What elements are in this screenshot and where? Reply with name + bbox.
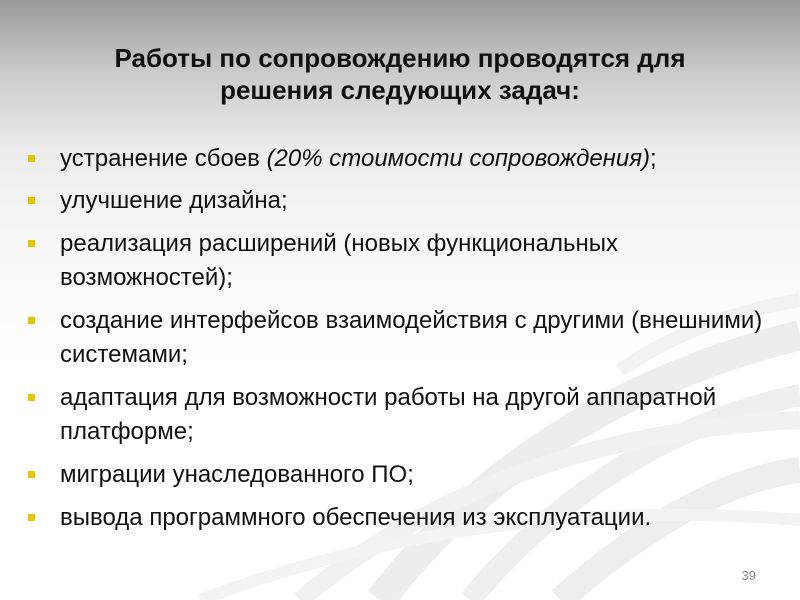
slide-title-line-1: Работы по сопровождению проводятся для xyxy=(114,43,686,73)
bullet-item xyxy=(26,184,766,218)
slide-title-line-2: решения следующих задач: xyxy=(220,75,580,105)
bullet-text: улучшение дизайна; xyxy=(60,187,288,214)
square-bullet-icon xyxy=(28,514,35,521)
bullet-item xyxy=(26,142,766,176)
bullet-text: адаптация для возможности работы на другой аппаратной платформе; xyxy=(60,384,717,445)
square-bullet-icon xyxy=(28,240,35,247)
bullet-text: устранение сбоев xyxy=(60,145,267,172)
bullet-item xyxy=(26,227,766,295)
bullet-text-tail: ; xyxy=(650,145,657,172)
slide-number: 39 xyxy=(741,568,756,583)
bullet-item xyxy=(26,501,766,535)
bullet-item xyxy=(26,381,766,449)
square-bullet-icon xyxy=(28,317,35,324)
square-bullet-icon xyxy=(28,197,35,204)
square-bullet-icon xyxy=(28,471,35,478)
bullet-text: реализация расширений (новых функциональных возможностей); xyxy=(60,230,619,291)
slide-title xyxy=(20,42,780,106)
square-bullet-icon xyxy=(28,394,35,401)
bullet-italic-note: (20% стоимости сопровождения) xyxy=(266,145,651,172)
bullet-text: вывода программного обеспечения из эксплуатации. xyxy=(60,504,652,531)
task-bullet-list xyxy=(26,142,766,544)
bullet-text: создание интерфейсов взаимодействия с другими (внешними) системами; xyxy=(60,307,763,368)
bullet-item xyxy=(26,304,766,372)
bullet-item xyxy=(26,458,766,492)
bullet-text: миграции унаследованного ПО; xyxy=(60,461,414,488)
square-bullet-icon xyxy=(28,155,35,162)
